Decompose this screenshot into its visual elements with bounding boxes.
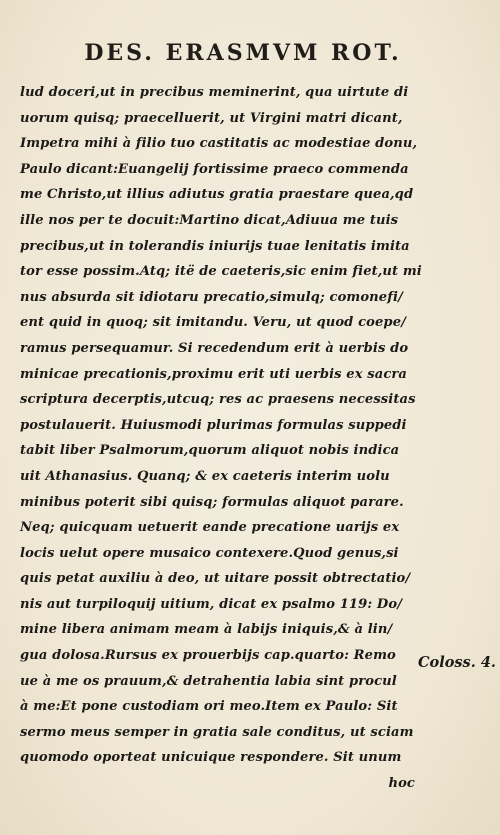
text-line: lud doceri,ut in precibus meminerint, qua uirtute di [20, 85, 409, 100]
text-line: ent quid in quoq; sit imitandu. Veru, ut quod coepe/ [20, 315, 407, 331]
text-line: tabit liber Psalmorum,quorum aliquot nobis indica [20, 443, 400, 459]
text-line: postulauerit. Huiusmodi plurimas formulas suppedi [20, 417, 407, 433]
text-line: tor esse possim.Atq; itë de caeteris,sic enim fiet,ut mi [20, 264, 422, 280]
text-line: uit Athanasius. Quanq; & ex caeteris interim uolu [20, 468, 390, 484]
text-line: scriptura decerptis,utcuq; res ac praesens necessitas [20, 392, 416, 408]
text-line: gua dolosa.Rursus ex prouerbijs cap.quarto: Remo [20, 648, 396, 664]
text-line: quis petat auxiliu à deo, ut uitare possit obtrectatio/ [20, 571, 411, 587]
text-line: quomodo oporteat unicuique respondere. Sit unum [20, 750, 402, 766]
body-text [20, 80, 422, 797]
text-line: uorum quisq; praecelluerit, ut Virgini matri dicant, [20, 110, 403, 126]
running-head [0, 40, 500, 66]
text-line: mine libera animam meam à labijs iniquis,& à lin/ [20, 622, 393, 638]
text-line: à me:Et pone custodiam ori meo.Item ex Paulo: Sit [20, 699, 398, 715]
text-line: Impetra mihi à filio tuo castitatis ac modestiae donu, [20, 136, 418, 152]
catchword: hoc [388, 776, 415, 792]
text-line: locis uelut opere musaico contexere.Quod genus,si [20, 545, 399, 561]
text-line: ramus persequamur. Si recedendum erit à uerbis do [20, 340, 409, 356]
text-line: Paulo dicant:Euangelij fortissime praeco commenda [20, 161, 409, 177]
text-line: me Christo,ut illius adiutus gratia praestare quea,qd [20, 187, 414, 203]
text-line: ue à me os prauum,& detrahentia labia sint procul [20, 673, 397, 689]
text-line: minibus poterit sibi quisq; formulas aliquot parare. [20, 494, 404, 510]
text-line: nus absurda sit idiotaru precatio,simulq; comonefi/ [20, 289, 403, 305]
text-line: minicae precationis,proximu erit uti uerbis ex sacra [20, 366, 408, 382]
text-line: ille nos per te docuit:Martino dicat,Adiuua me tuis [20, 212, 399, 228]
running-head-title: DES. ERASMVM ROT. [84, 40, 402, 66]
text-line: precibus,ut in tolerandis iniurijs tuae lenitatis imita [20, 238, 410, 254]
margin-note: Coloss. 4. [418, 654, 496, 671]
text-line: Neq; quicquam uetuerit eande precatione uarijs ex [20, 520, 400, 536]
text-line: sermo meus semper in gratia sale conditus, ut sciam [20, 724, 414, 740]
text-line: nis aut turpiloquij uitium, dicat ex psalmo 119: Do/ [20, 596, 403, 612]
